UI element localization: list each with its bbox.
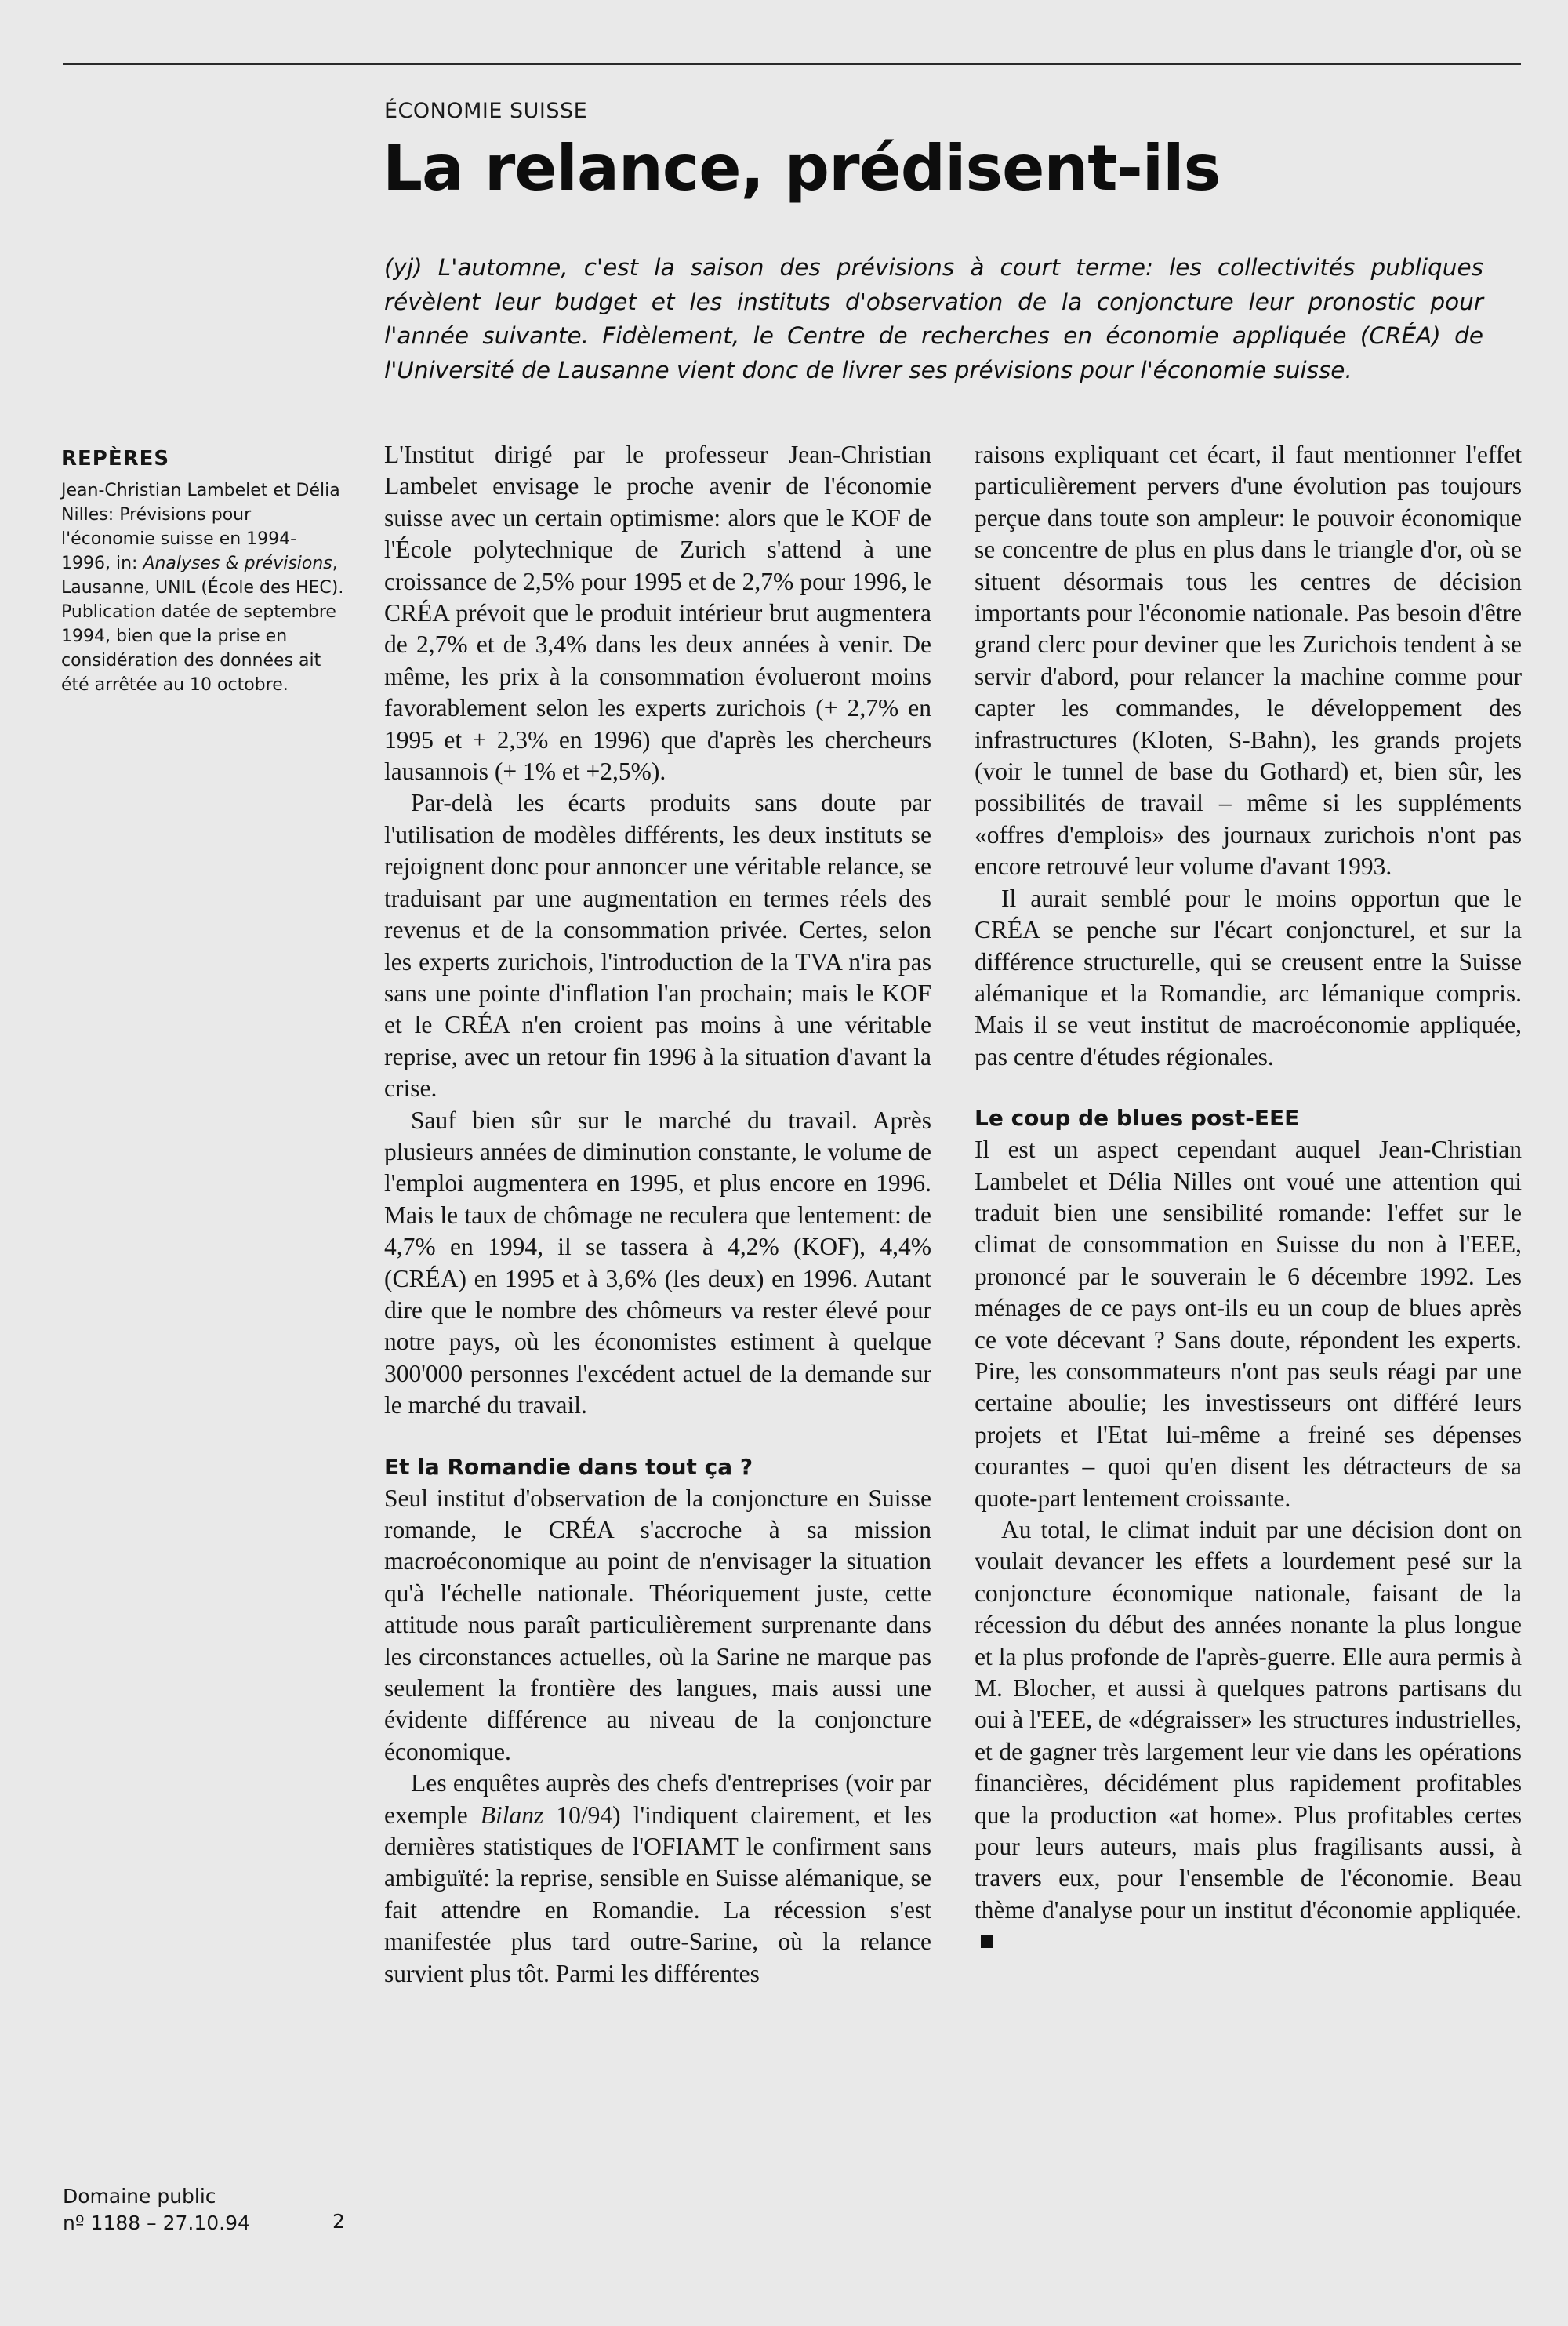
footer <box>63 2183 250 2237</box>
subheading-romandie: Et la Romandie dans tout ça ? <box>384 1453 753 1480</box>
paragraph-text-end: 10/94) l'indiquent clairement, et les dernières statistiques de l'OFIAMT le confirment sans ambiguïté: la reprise, sensible en Suisse alémanique, se fait attendre en Romandie. La récession s'est manifestée plus tard outre-Sarine, où la relance survient plus tôt. Parmi les différentes <box>384 1801 931 1987</box>
end-of-article-icon <box>981 1935 993 1948</box>
body-paragraph: L'Institut dirigé par le professeur Jean-Christian Lambelet envisage le proche avenir de l'économie suisse avec un certain optimisme: alors que le KOF de l'École polytechnique de Zurich s'attend à une croissance de 2,5% pour 1995 et de 2,7% pour 1996, le CRÉA prévoit que le produit intérieur brut augmentera de 2,7% et de 3,4% dans les deux années à venir. De même, les prix à la consommation évolueront moins favorablement selon les experts zurichois (+ 2,7% en 1995 et + 2,3% en 1996) que d'après les chercheurs lausannois (+ 1% et +2,5%). <box>384 441 931 786</box>
body-paragraph: Il est un aspect cependant auquel Jean-Christian Lambelet et Délia Nilles ont voué une attention qui traduit bien une sensibilité romande: l'effet sur le climat de consommation en Suisse du non à l'EEE, prononcé par le souverain le 6 décembre 1992. Les ménages de ce pays ont-ils eu un coup de blues après ce vote décevant ? Sans doute, répondent les experts. Pire, les consommateurs n'ont pas seuls réagi par une certaine aboulie; les investisseurs ont différé leurs projets et l'Etat lui-même a freiné ses dépenses courantes – quoi qu'en disent les détracteurs de sa quote-part lentement croissante. <box>975 1136 1522 1512</box>
body-paragraph: Par-delà les écarts produits sans doute par l'utilisation de modèles différents, les deux instituts se rejoignent donc pour annoncer une véritable relance, se traduisant par une augmentation en termes réels des revenus et de la consommation privée. Certes, selon les experts zurichois, l'introduction de la TVA n'ira pas sans une pointe d'inflation l'an prochain; mais le KOF et le CRÉA n'en croient pas moins à une véritable reprise, avec un retour fin 1996 à la situation d'avant la crise. <box>384 789 931 1103</box>
paragraph-text-start: Les enquêtes auprès des chefs d'entreprises (voir par exemple <box>384 1769 931 1829</box>
body-paragraph <box>975 1514 1522 1958</box>
sidebar-reference <box>61 478 345 697</box>
sidebar-reperes <box>61 447 345 697</box>
reference-text-end: , Lausanne, UNIL (École des HEC). Publication datée de septembre 1994, bien que la prise en considération des données ait été arrêtée au 10 octobre. <box>61 554 344 695</box>
subheading-blues: Le coup de blues post-EEE <box>975 1105 1300 1132</box>
page-number: 2 <box>332 2210 345 2233</box>
body-paragraph: Sauf bien sûr sur le marché du travail. Après plusieurs années de diminution constante, le volume de l'emploi augmentera en 1995, et plus encore en 1996. Mais le taux de chômage ne reculera que lentement: de 4,7% en 1994, il se tassera à 4,2% (KOF), 4,4% (CRÉA) en 1995 et à 3,6% (les deux) en 1996. Autant dire que le nombre des chômeurs va rester élevé pour notre pays, où les économistes estiment à quelque 300'000 personnes l'excédent actuel de la demande sur le marché du travail. <box>384 1106 931 1419</box>
body-paragraph <box>384 1768 931 1990</box>
article-column-2 <box>975 439 1522 1958</box>
section-rubric: ÉCONOMIE SUISSE <box>384 99 588 123</box>
article-lead: (yj) L'automne, c'est la saison des prévisions à court terme: les collectivités publiques révèlent leur budget et les instituts d'observation de la conjoncture leur pronostic pour l'année suivante. Fidèlement, le Centre de recherches en économie appliquée (CRÉA) de l'Université de Lausanne vient donc de livrer ses prévisions pour l'économie suisse. <box>384 254 1483 383</box>
reference-text-start: Jean-Christian Lambelet et Délia Nilles: Prévisions pour l'économie suisse en 1994-1996, in: <box>61 481 340 573</box>
body-paragraph: Il aurait semblé pour le moins opportun que le CRÉA se penche sur l'écart conjoncturel, et sur la différence structurelle, qui se creusent entre la Suisse alémanique et la Romandie, arc lémanique compris. Mais il se veut institut de macroéconomie appliquée, pas centre d'études régionales. <box>975 884 1522 1070</box>
top-rule <box>63 63 1521 65</box>
article-title: La relance, prédisent-ils <box>383 132 1221 205</box>
publication-name: Domaine public <box>63 2185 216 2208</box>
body-paragraph: raisons expliquant cet écart, il faut mentionner l'effet particulièrement pervers d'une évolution pas toujours perçue dans toute son ampleur: le pouvoir économique se concentre de plus en plus dans le triangle d'or, où se situent désormais tous les centres de décision importants pour l'économie nationale. Pas besoin d'être grand clerc pour deviner que les Zurichois tendent à se servir d'abord, pour relancer la machine comme pour capter les commandes, le développement des infrastructures (Kloten, S-Bahn), les grands projets (voir le tunnel de base du Gothard) et, bien sûr, les possibilités de travail – même si les suppléments «offres d'emplois» des journaux zurichois n'ont pas encore retrouvé leur volume d'avant 1993. <box>975 441 1522 881</box>
magazine-title: Bilanz <box>480 1801 544 1829</box>
sidebar-heading: REPÈRES <box>61 447 170 471</box>
reference-journal-title: Analyses & prévisions <box>143 554 332 573</box>
body-paragraph: Seul institut d'observation de la conjoncture en Suisse romande, le CRÉA s'accroche à sa mission macroéconomique au point de n'envisager la situation qu'à l'échelle nationale. Théoriquement juste, cette attitude nous paraît particulièrement surprenante dans les circonstances actuelles, où la Sarine ne marque pas seulement la frontière des langues, mais aussi une évidente différence au niveau de la conjoncture économique. <box>384 1484 931 1765</box>
article-column-1 <box>384 439 931 1990</box>
paragraph-text: Au total, le climat induit par une décision dont on voulait devancer les effets a lourdement pesé sur la conjoncture économique nationale, faisant de la récession du début des années nonante la plus longue et la plus profonde de l'après-guerre. Elle aura permis à M. Blocher, et aussi à quelques patrons partisans du oui à l'EEE, de «dégraisser» les structures industrielles, et de gagner très largement leur vie dans les opérations financières, décidément plus rapidement profitables que la production «at home». Plus profitables certes pour leurs auteurs, mais plus fragilisants aussi, à travers eux, pour l'ensemble de l'économie. Beau thème d'analyse pour un institut d'économie appliquée. <box>975 1516 1522 1924</box>
issue-number: nº 1188 – 27.10.94 <box>63 2212 250 2234</box>
